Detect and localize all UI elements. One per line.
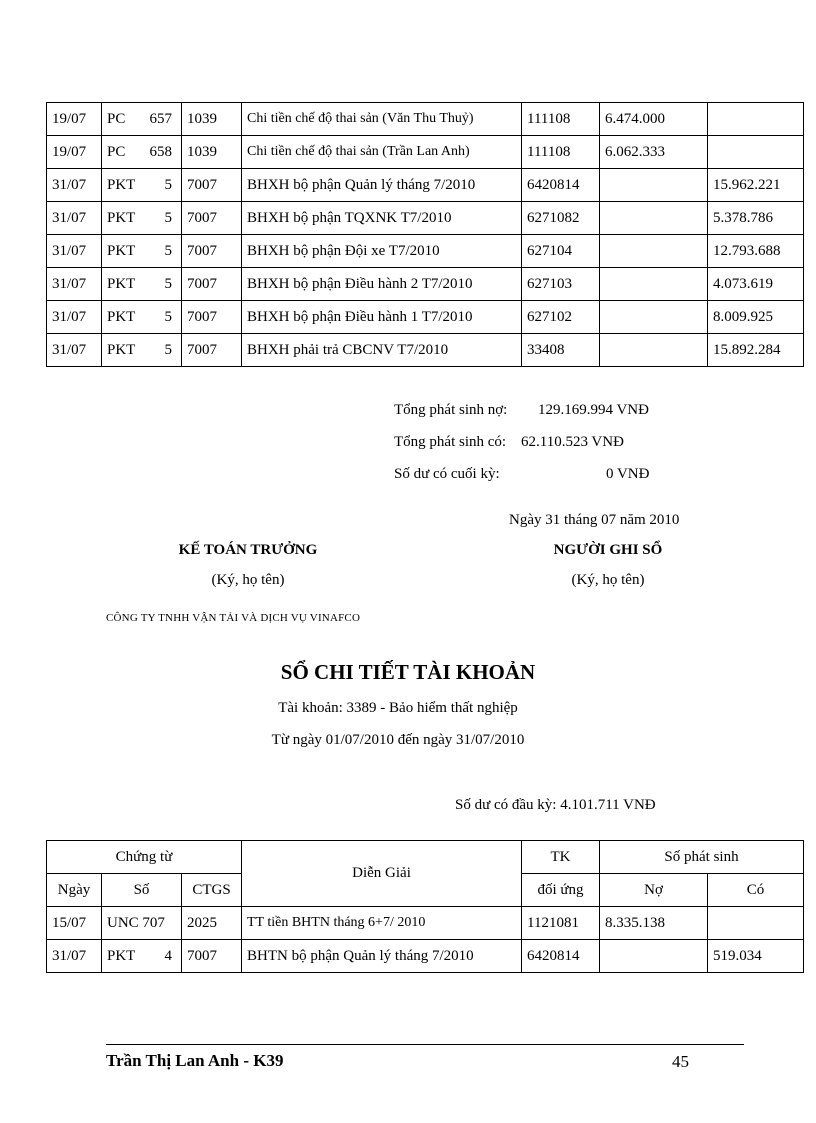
bookkeeper-title: NGƯỜI GHI SỔ xyxy=(553,542,663,558)
voucher-prefix: PC xyxy=(107,143,126,160)
cell-date: 19/07 xyxy=(47,136,102,169)
voucher-prefix: PKT xyxy=(107,176,136,193)
cell-description: BHXH bộ phận Điều hành 1 T7/2010 xyxy=(242,301,522,334)
cell-debit: 6.062.333 xyxy=(600,136,708,169)
cell-voucher-number xyxy=(102,301,182,334)
voucher-number: 5 xyxy=(164,275,172,292)
cell-contra-account: 627104 xyxy=(522,235,600,268)
cell-contra-account: 627102 xyxy=(522,301,600,334)
ledger-title: SỔ CHI TIẾT TÀI KHOẢN xyxy=(280,660,536,684)
header-ngay: Ngày xyxy=(47,874,102,907)
voucher-prefix: PKT xyxy=(107,341,136,358)
total-debit-value: 129.169.994 VNĐ xyxy=(538,402,649,418)
cell-credit: 8.009.925 xyxy=(708,301,804,334)
voucher-number: 658 xyxy=(149,143,172,160)
header-chung-tu: Chứng từ xyxy=(47,841,242,874)
cell-date: 31/07 xyxy=(47,169,102,202)
total-credit-value: 62.110.523 VNĐ xyxy=(521,434,624,450)
voucher-number: 5 xyxy=(164,176,172,193)
cell-debit xyxy=(600,268,708,301)
cell-ctgs: 7007 xyxy=(182,202,242,235)
cell-credit: 519.034 xyxy=(708,940,804,973)
cell-debit: 6.474.000 xyxy=(600,103,708,136)
cell-credit: 15.962.221 xyxy=(708,169,804,202)
table-row xyxy=(47,907,804,940)
total-credit-label: Tổng phát sinh có: xyxy=(394,434,507,450)
cell-ctgs: 7007 xyxy=(182,334,242,367)
header-co: Có xyxy=(708,874,804,907)
voucher-number: 657 xyxy=(149,110,172,127)
cell-credit xyxy=(708,907,804,940)
cell-debit xyxy=(600,202,708,235)
cell-ctgs: 7007 xyxy=(182,268,242,301)
cell-voucher-number xyxy=(102,103,182,136)
cell-debit xyxy=(600,334,708,367)
cell-contra-account: 627103 xyxy=(522,268,600,301)
table-row xyxy=(47,334,804,367)
cell-voucher-number xyxy=(102,169,182,202)
voucher-number: 5 xyxy=(164,341,172,358)
cell-description: Chi tiền chế độ thai sản (Trần Lan Anh) xyxy=(242,136,522,169)
table-row xyxy=(47,268,804,301)
cell-ctgs: 1039 xyxy=(182,103,242,136)
period-line: Từ ngày 01/07/2010 đến ngày 31/07/2010 xyxy=(271,732,525,748)
cell-description: Chi tiền chế độ thai sản (Văn Thu Thuỷ) xyxy=(242,103,522,136)
cell-debit xyxy=(600,235,708,268)
cell-credit: 12.793.688 xyxy=(708,235,804,268)
cell-credit xyxy=(708,103,804,136)
cell-voucher-number xyxy=(102,202,182,235)
header-ctgs: CTGS xyxy=(182,874,242,907)
cell-contra-account: 6420814 xyxy=(522,169,600,202)
voucher-prefix: PKT xyxy=(107,242,136,259)
ledger-table xyxy=(46,840,804,973)
cell-description: BHXH bộ phận Điều hành 2 T7/2010 xyxy=(242,268,522,301)
voucher-prefix: PKT xyxy=(107,275,136,292)
cell-debit xyxy=(600,940,708,973)
cell-contra-account: 6420814 xyxy=(522,940,600,973)
cell-contra-account: 6271082 xyxy=(522,202,600,235)
cell-voucher-number xyxy=(102,136,182,169)
cell-date: 31/07 xyxy=(47,235,102,268)
cell-contra-account: 1121081 xyxy=(522,907,600,940)
cell-credit: 5.378.786 xyxy=(708,202,804,235)
company-name: CÔNG TY TNHH VẬN TẢI VÀ DỊCH VỤ VINAFCO xyxy=(106,612,361,624)
voucher-prefix: PC xyxy=(107,110,126,127)
account-line: Tài khoản: 3389 - Bảo hiểm thất nghiệp xyxy=(278,700,518,716)
cell-date: 31/07 xyxy=(47,268,102,301)
signature-date: Ngày 31 tháng 07 năm 2010 xyxy=(509,512,680,528)
cell-debit xyxy=(600,169,708,202)
cell-description: BHXH phải trả CBCNV T7/2010 xyxy=(242,334,522,367)
table-row xyxy=(47,136,804,169)
voucher-number: 5 xyxy=(164,308,172,325)
cell-contra-account: 33408 xyxy=(522,334,600,367)
cell-date: 15/07 xyxy=(47,907,102,940)
header-tk-line2: đối ứng xyxy=(522,874,600,907)
cell-ctgs: 7007 xyxy=(182,169,242,202)
chief-accountant-sign-note: (Ký, họ tên) xyxy=(211,572,285,588)
cell-voucher-number xyxy=(102,235,182,268)
total-debit-label: Tổng phát sinh nợ: xyxy=(394,402,508,418)
cell-description: BHXH bộ phận TQXNK T7/2010 xyxy=(242,202,522,235)
cell-voucher-number xyxy=(102,268,182,301)
voucher-prefix: PKT xyxy=(107,308,136,325)
cell-ctgs: 7007 xyxy=(182,940,242,973)
cell-date: 31/07 xyxy=(47,202,102,235)
cell-contra-account: 111108 xyxy=(522,103,600,136)
cell-contra-account: 111108 xyxy=(522,136,600,169)
cell-description: BHTN bộ phận Quản lý tháng 7/2010 xyxy=(242,940,522,973)
cell-credit xyxy=(708,136,804,169)
cell-credit: 4.073.619 xyxy=(708,268,804,301)
bookkeeper-sign-note: (Ký, họ tên) xyxy=(571,572,645,588)
closing-balance-label: Số dư có cuối kỳ: xyxy=(394,466,500,482)
table-row xyxy=(47,301,804,334)
cell-debit xyxy=(600,301,708,334)
closing-balance-value: 0 VNĐ xyxy=(606,466,650,482)
header-tk-line1: TK xyxy=(522,841,600,874)
cell-date: 19/07 xyxy=(47,103,102,136)
voucher-number: 5 xyxy=(164,242,172,259)
cell-ctgs: 7007 xyxy=(182,301,242,334)
page-number: 45 xyxy=(672,1052,689,1071)
header-so-phat-sinh: Số phát sinh xyxy=(600,841,804,874)
voucher-prefix: PKT xyxy=(107,209,136,226)
cell-description: BHXH bộ phận Quản lý tháng 7/2010 xyxy=(242,169,522,202)
voucher-number: 4 xyxy=(164,947,172,964)
voucher-number: 5 xyxy=(164,209,172,226)
cell-description: TT tiền BHTN tháng 6+7/ 2010 xyxy=(242,907,522,940)
cell-ctgs: 2025 xyxy=(182,907,242,940)
cell-credit: 15.892.284 xyxy=(708,334,804,367)
ledger-table-continued xyxy=(46,102,804,367)
table-row xyxy=(47,169,804,202)
footer-rule xyxy=(106,1044,744,1045)
cell-voucher-number xyxy=(102,940,182,973)
cell-ctgs: 1039 xyxy=(182,136,242,169)
table-row xyxy=(47,202,804,235)
cell-debit: 8.335.138 xyxy=(600,907,708,940)
cell-date: 31/07 xyxy=(47,301,102,334)
header-so: Số xyxy=(102,874,182,907)
table-row xyxy=(47,235,804,268)
header-no: Nợ xyxy=(600,874,708,907)
table-row xyxy=(47,940,804,973)
cell-date: 31/07 xyxy=(47,334,102,367)
chief-accountant-title: KẾ TOÁN TRƯỞNG xyxy=(178,542,318,558)
cell-date: 31/07 xyxy=(47,940,102,973)
header-dien-giai: Diễn Giải xyxy=(242,841,522,907)
opening-balance: Số dư có đầu kỳ: 4.101.711 VNĐ xyxy=(455,797,656,813)
cell-voucher-number xyxy=(102,334,182,367)
cell-description: BHXH bộ phận Đội xe T7/2010 xyxy=(242,235,522,268)
cell-ctgs: 7007 xyxy=(182,235,242,268)
table-row xyxy=(47,103,804,136)
cell-voucher-number xyxy=(102,907,182,940)
footer-author: Trần Thị Lan Anh - K39 xyxy=(106,1051,284,1070)
voucher-prefix: UNC 707 xyxy=(107,914,165,931)
voucher-prefix: PKT xyxy=(107,947,136,964)
